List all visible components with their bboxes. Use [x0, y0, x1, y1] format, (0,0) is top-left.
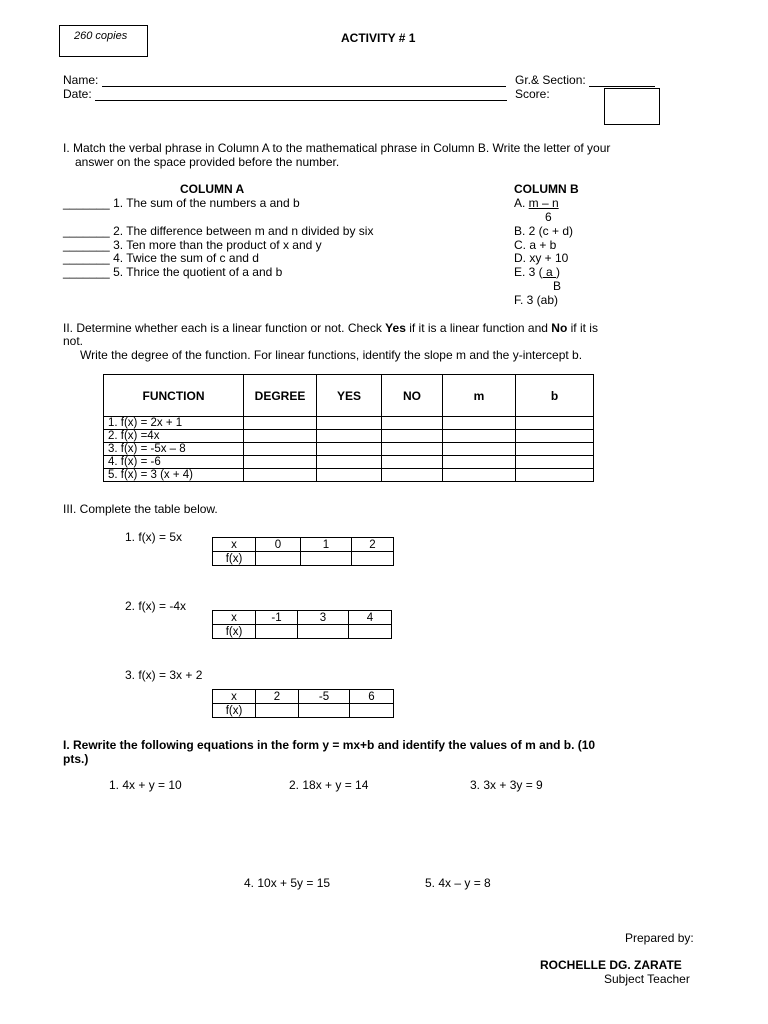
function-cell: 2. f(x) =4x — [104, 430, 244, 443]
fx-row — [213, 552, 394, 566]
yes-cell[interactable] — [317, 443, 382, 456]
name-label: Name: — [63, 73, 99, 87]
table-row — [104, 430, 594, 443]
column-a-item-4 — [63, 251, 259, 265]
degree-cell[interactable] — [244, 469, 317, 482]
column-b-item-b: B. 2 (c + d) — [514, 224, 574, 238]
table-row — [104, 469, 594, 482]
score-label: Score: — [515, 87, 550, 101]
yes-cell[interactable] — [317, 430, 382, 443]
header-yes: YES — [317, 375, 382, 417]
table-row — [104, 443, 594, 456]
equation-1: 1. 4x + y = 10 — [109, 778, 182, 792]
header-m: m — [443, 375, 516, 417]
fx-cell[interactable] — [256, 704, 299, 718]
date-field[interactable] — [95, 89, 507, 101]
answer-blank[interactable]: _______ — [63, 224, 110, 238]
equation-4: 4. 10x + 5y = 15 — [244, 876, 331, 890]
instruction-text: II. Determine whether each is a linear function or not. Check — [63, 321, 386, 335]
function-cell: 5. f(x) = 3 (x + 4) — [104, 469, 244, 482]
x-label: x — [213, 538, 256, 552]
yes-cell[interactable] — [317, 456, 382, 469]
fx-cell[interactable] — [256, 552, 301, 566]
b-cell[interactable] — [516, 469, 594, 482]
b-cell[interactable] — [516, 456, 594, 469]
value-table-2 — [212, 610, 392, 639]
column-a-item-5 — [63, 265, 282, 279]
yes-cell[interactable] — [317, 417, 382, 430]
degree-cell[interactable] — [244, 417, 317, 430]
copies-label: 260 copies — [74, 30, 128, 42]
b-cell[interactable] — [516, 417, 594, 430]
copies-box — [59, 25, 148, 57]
name-row — [63, 73, 506, 87]
teacher-title: Subject Teacher — [604, 972, 690, 986]
x-value: 2 — [352, 538, 394, 552]
x-value: 3 — [298, 611, 349, 625]
no-word: No — [551, 321, 568, 335]
part3-instruction: III. Complete the table below. — [63, 502, 218, 516]
column-a-text: 5. Thrice the quotient of a and b — [113, 265, 283, 279]
column-b-item-a — [514, 196, 559, 210]
x-row — [213, 538, 394, 552]
teacher-name: ROCHELLE DG. ZARATE — [540, 958, 682, 972]
column-a-item-1 — [63, 196, 300, 210]
column-b-header: COLUMN B — [514, 182, 579, 196]
date-label: Date: — [63, 87, 92, 101]
fx-row — [213, 625, 392, 639]
m-cell[interactable] — [443, 430, 516, 443]
b-cell[interactable] — [516, 430, 594, 443]
no-cell[interactable] — [382, 417, 443, 430]
x-value: 6 — [350, 690, 394, 704]
no-cell[interactable] — [382, 469, 443, 482]
prepared-by-label: Prepared by: — [625, 931, 694, 945]
answer-blank[interactable]: _______ — [63, 265, 110, 279]
date-row — [63, 87, 507, 101]
b-cell[interactable] — [516, 443, 594, 456]
no-cell[interactable] — [382, 430, 443, 443]
column-a-item-3 — [63, 238, 322, 252]
function-label-1: 1. f(x) = 5x — [125, 530, 183, 544]
m-cell[interactable] — [443, 469, 516, 482]
header-b: b — [516, 375, 594, 417]
column-a-text: 2. The difference between m and n divided by six — [113, 224, 374, 238]
table-header-row — [104, 375, 594, 417]
m-cell[interactable] — [443, 417, 516, 430]
linear-function-table — [103, 374, 594, 482]
part1-instruction-line1: I. Match the verbal phrase in Column A to the mathematical phrase in Column B. Write the letter of your — [63, 141, 611, 155]
equation-3: 3. 3x + 3y = 9 — [470, 778, 543, 792]
part2-instruction-line1 — [63, 321, 598, 335]
no-cell[interactable] — [382, 456, 443, 469]
function-label-3: 3. f(x) = 3x + 2 — [125, 668, 203, 682]
function-cell: 1. f(x) = 2x + 1 — [104, 417, 244, 430]
value-table-1 — [212, 537, 394, 566]
part4-instruction-line2: pts.) — [63, 752, 89, 766]
table-row — [104, 417, 594, 430]
fraction-numerator: m – n — [528, 196, 559, 210]
equation-5: 5. 4x – y = 8 — [425, 876, 491, 890]
fx-label: f(x) — [213, 704, 256, 718]
column-b-letter: A. — [514, 196, 529, 210]
fraction-numerator: a — [542, 265, 557, 279]
fx-cell[interactable] — [352, 552, 394, 566]
instruction-text: if it is — [567, 321, 598, 335]
x-row — [213, 690, 394, 704]
column-b-letter: E. 3 ( — [514, 265, 543, 279]
answer-blank[interactable]: _______ — [63, 196, 110, 210]
section-field[interactable] — [589, 75, 655, 87]
part2-instruction-line2: not. — [63, 334, 84, 348]
table-row — [104, 456, 594, 469]
degree-cell[interactable] — [244, 443, 317, 456]
section-row — [515, 73, 655, 87]
yes-cell[interactable] — [317, 469, 382, 482]
activity-title: ACTIVITY # 1 — [341, 31, 416, 45]
header-function: FUNCTION — [104, 375, 244, 417]
fx-cell[interactable] — [301, 552, 352, 566]
fx-cell[interactable] — [299, 704, 350, 718]
function-cell: 4. f(x) = -6 — [104, 456, 244, 469]
fx-cell[interactable] — [349, 625, 392, 639]
x-value: 1 — [301, 538, 352, 552]
column-b-item-e — [514, 265, 560, 279]
degree-cell[interactable] — [244, 456, 317, 469]
m-cell[interactable] — [443, 443, 516, 456]
paren-close: ) — [556, 265, 561, 279]
fx-label: f(x) — [213, 625, 256, 639]
column-a-text: 4. Twice the sum of c and d — [113, 251, 259, 265]
column-a-item-2 — [63, 224, 373, 238]
x-value: -1 — [256, 611, 298, 625]
column-b-item-c: C. a + b — [514, 238, 557, 252]
header-no: NO — [382, 375, 443, 417]
degree-cell[interactable] — [244, 430, 317, 443]
yes-word: Yes — [385, 321, 406, 335]
name-field[interactable] — [102, 75, 506, 87]
column-a-text: 1. The sum of the numbers a and b — [113, 196, 300, 210]
fx-cell[interactable] — [298, 625, 349, 639]
section-label: Gr.& Section: — [515, 73, 586, 87]
x-label: x — [213, 690, 256, 704]
x-value: 4 — [349, 611, 392, 625]
function-label-2: 2. f(x) = -4x — [125, 599, 187, 613]
equation-2: 2. 18x + y = 14 — [289, 778, 369, 792]
column-b-item-f: F. 3 (ab) — [514, 293, 559, 307]
value-table-3 — [212, 689, 394, 718]
instruction-text: if it is a linear function and — [405, 321, 552, 335]
column-a-text: 3. Ten more than the product of x and y — [113, 238, 322, 252]
x-value: 2 — [256, 690, 299, 704]
function-cell: 3. f(x) = -5x – 8 — [104, 443, 244, 456]
m-cell[interactable] — [443, 456, 516, 469]
fraction-denominator: 6 — [545, 210, 552, 224]
fx-cell[interactable] — [350, 704, 394, 718]
answer-blank[interactable]: _______ — [63, 251, 110, 265]
header-degree: DEGREE — [244, 375, 317, 417]
answer-blank[interactable]: _______ — [63, 238, 110, 252]
fx-row — [213, 704, 394, 718]
column-b-item-d: D. xy + 10 — [514, 251, 569, 265]
fx-label: f(x) — [213, 552, 256, 566]
no-cell[interactable] — [382, 443, 443, 456]
fx-cell[interactable] — [256, 625, 298, 639]
x-value: 0 — [256, 538, 301, 552]
x-value: -5 — [299, 690, 350, 704]
fraction-denominator: B — [553, 279, 562, 293]
part2-instruction-line3: Write the degree of the function. For linear functions, identify the slope m and the y-intercept b. — [80, 348, 583, 362]
score-box[interactable] — [604, 88, 660, 125]
x-label: x — [213, 611, 256, 625]
part1-instruction-line2: answer on the space provided before the number. — [75, 155, 340, 169]
column-a-header: COLUMN A — [180, 182, 245, 196]
part4-instruction-line1: I. Rewrite the following equations in the form y = mx+b and identify the values of m and b. (10 — [63, 738, 596, 752]
x-row — [213, 611, 392, 625]
